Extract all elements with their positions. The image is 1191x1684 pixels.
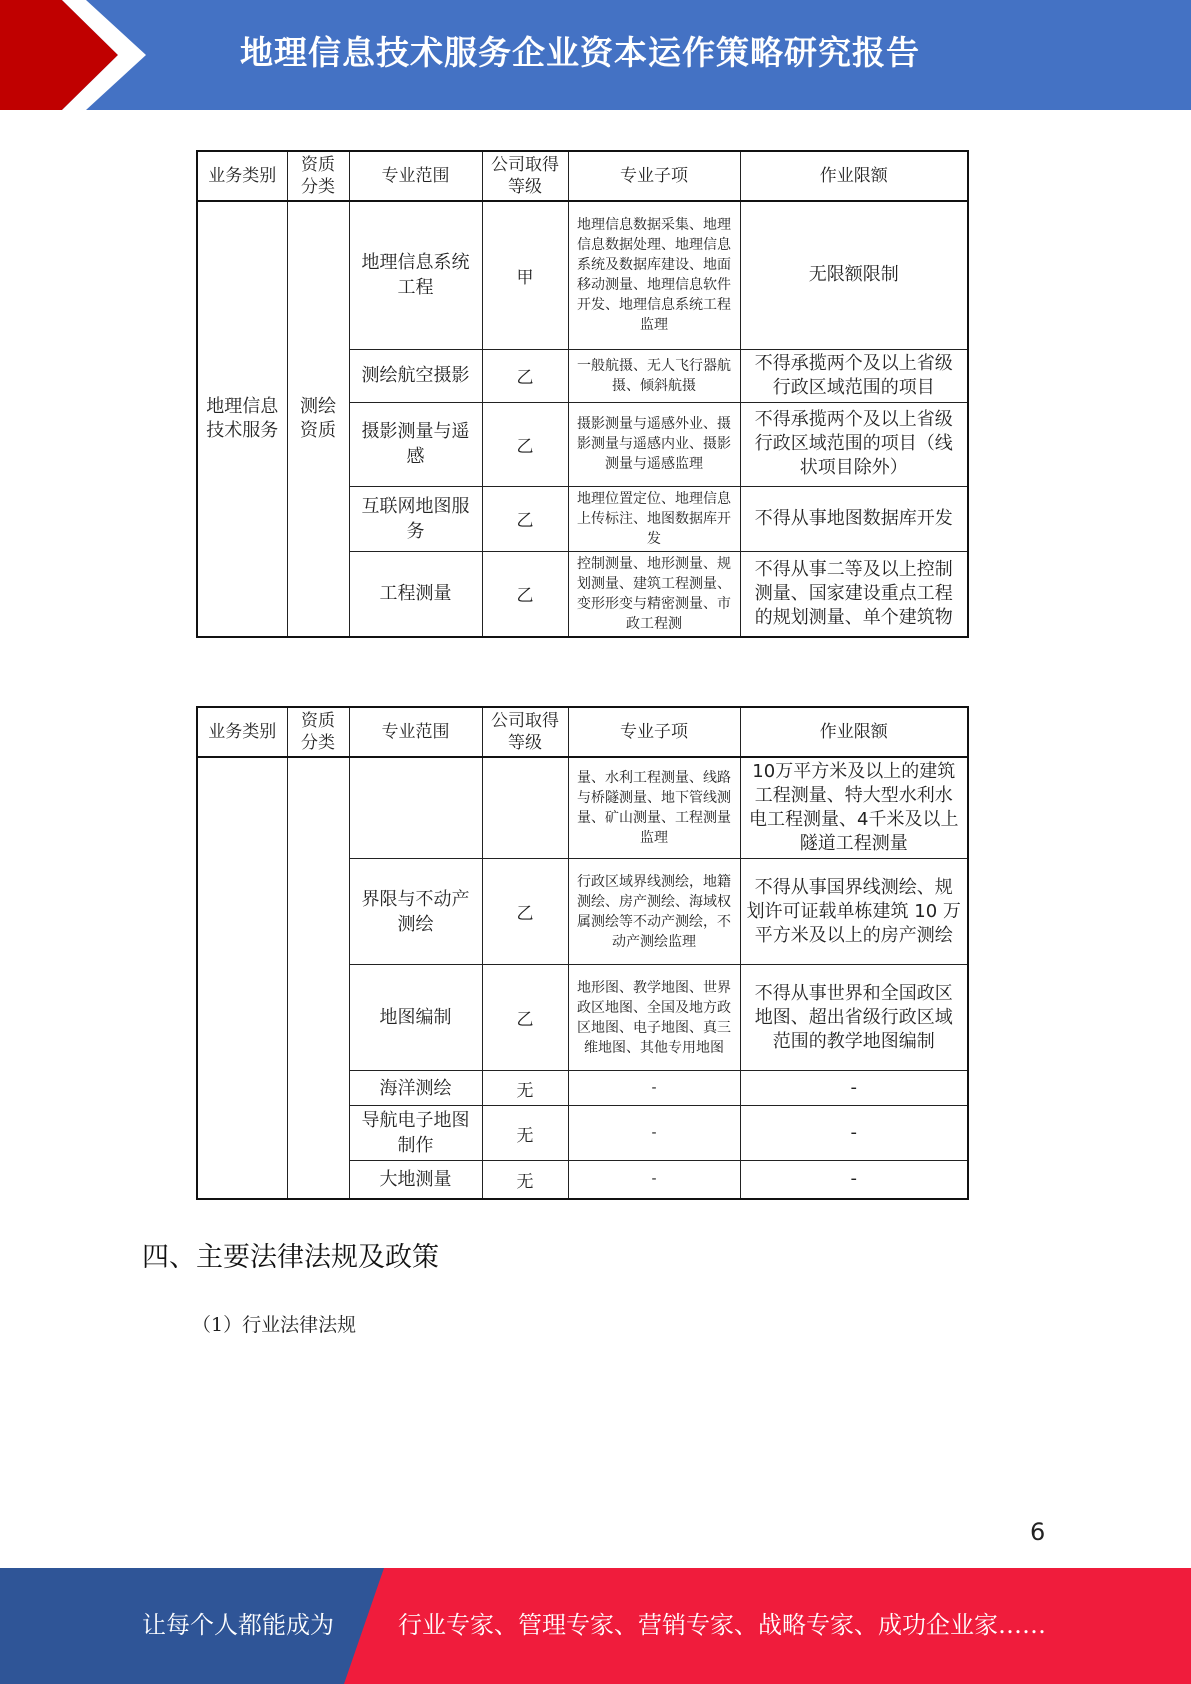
cell-subitems: 控制测量、地形测量、规划测量、建筑工程测量、变形形变与精密测量、市政工程测: [568, 551, 740, 637]
cell-subitems: 地理位置定位、地理信息上传标注、地图数据库开发: [568, 486, 740, 551]
header-arrow-decoration: [0, 0, 260, 110]
cell-subitems: -: [568, 1106, 740, 1161]
cell-limit: 不得从事地图数据库开发: [740, 486, 968, 551]
cell-level: 乙: [482, 349, 568, 402]
footer-slogan-right: 行业专家、管理专家、营销专家、战略专家、成功企业家……: [398, 1611, 1046, 1639]
cell-limit: 不得从事二等及以上控制测量、国家建设重点工程的规划测量、单个建筑物: [740, 551, 968, 637]
report-title: 地理信息技术服务企业资本运作策略研究报告: [240, 33, 920, 72]
cell-category-continued: [197, 757, 287, 1199]
cell-subitems: 行政区域界线测绘，地籍测绘、房产测绘、海域权属测绘等不动产测绘，不动产测绘监理: [568, 859, 740, 965]
cell-level: 乙: [482, 859, 568, 965]
header-category: 业务类别: [197, 707, 287, 757]
qualification-table-2: [196, 706, 969, 1200]
cell-level: 无: [482, 1161, 568, 1199]
cell-limit: 10万平方米及以上的建筑工程测量、特大型水利水电工程测量、4千米及以上隧道工程测量: [740, 757, 968, 859]
header-scope: 专业范围: [349, 151, 482, 201]
cell-scope: 地理信息系统工程: [349, 201, 482, 349]
cell-scope: 界限与不动产测绘: [349, 859, 482, 965]
qualification-table-1: [196, 150, 969, 638]
header-subitems: 专业子项: [568, 151, 740, 201]
header-level: 公司取得等级: [482, 151, 568, 201]
cell-limit: 不得承揽两个及以上省级行政区域范围的项目: [740, 349, 968, 402]
cell-subitems: -: [568, 1161, 740, 1199]
cell-subitems: 量、水利工程测量、线路与桥隧测量、地下管线测量、矿山测量、工程测量监理: [568, 757, 740, 859]
cell-level: 乙: [482, 402, 568, 486]
cell-scope: 地图编制: [349, 965, 482, 1071]
cell-scope: 摄影测量与遥感: [349, 402, 482, 486]
page-footer: [0, 1568, 1191, 1684]
header-category: 业务类别: [197, 151, 287, 201]
section-heading: 四、主要法律法规及政策: [142, 1242, 439, 1273]
cell-level: 无: [482, 1071, 568, 1106]
cell-subitems: 摄影测量与遥感外业、摄影测量与遥感内业、摄影测量与遥感监理: [568, 402, 740, 486]
cell-scope: 大地测量: [349, 1161, 482, 1199]
cell-limit: 不得承揽两个及以上省级行政区域范围的项目（线状项目除外）: [740, 402, 968, 486]
cell-qualification: 测绘资质: [287, 201, 349, 637]
cell-subitems: 地理信息数据采集、地理信息数据处理、地理信息系统及数据库建设、地面移动测量、地理信息软件开发、地理信息系统工程监理: [568, 201, 740, 349]
header-qualification: 资质分类: [287, 151, 349, 201]
table-header-row: [197, 707, 968, 757]
header-qualification: 资质分类: [287, 707, 349, 757]
cell-level: 甲: [482, 201, 568, 349]
cell-level: 无: [482, 1106, 568, 1161]
table-row: [197, 201, 968, 349]
cell-level: [482, 757, 568, 859]
header-limit: 作业限额: [740, 151, 968, 201]
cell-subitems: -: [568, 1071, 740, 1106]
cell-limit: 无限额限制: [740, 201, 968, 349]
table-header-row: [197, 151, 968, 201]
cell-limit: -: [740, 1071, 968, 1106]
cell-limit: 不得从事国界线测绘、规划许可证载单栋建筑 10 万平方米及以上的房产测绘: [740, 859, 968, 965]
cell-scope: [349, 757, 482, 859]
cell-scope: 工程测量: [349, 551, 482, 637]
cell-qualification-continued: [287, 757, 349, 1199]
header-scope: 专业范围: [349, 707, 482, 757]
cell-subitems: 一般航摄、无人飞行器航摄、倾斜航摄: [568, 349, 740, 402]
cell-level: 乙: [482, 551, 568, 637]
cell-limit: -: [740, 1106, 968, 1161]
page-header: [0, 0, 1191, 110]
cell-subitems: 地形图、教学地图、世界政区地图、全国及地方政区地图、电子地图、真三维地图、其他专用地图: [568, 965, 740, 1071]
cell-level: 乙: [482, 486, 568, 551]
cell-limit: -: [740, 1161, 968, 1199]
cell-scope: 互联网地图服务: [349, 486, 482, 551]
header-level: 公司取得等级: [482, 707, 568, 757]
header-subitems: 专业子项: [568, 707, 740, 757]
cell-limit: 不得从事世界和全国政区地图、超出省级行政区域范围的教学地图编制: [740, 965, 968, 1071]
cell-scope: 海洋测绘: [349, 1071, 482, 1106]
subsection-paragraph: （1）行业法律法规: [192, 1314, 357, 1336]
cell-level: 乙: [482, 965, 568, 1071]
cell-scope: 测绘航空摄影: [349, 349, 482, 402]
table-row: [197, 757, 968, 859]
cell-category: 地理信息技术服务: [197, 201, 287, 637]
header-limit: 作业限额: [740, 707, 968, 757]
cell-scope: 导航电子地图制作: [349, 1106, 482, 1161]
page-number: 6: [1030, 1518, 1046, 1546]
footer-slogan-left: 让每个人都能成为: [142, 1611, 334, 1639]
